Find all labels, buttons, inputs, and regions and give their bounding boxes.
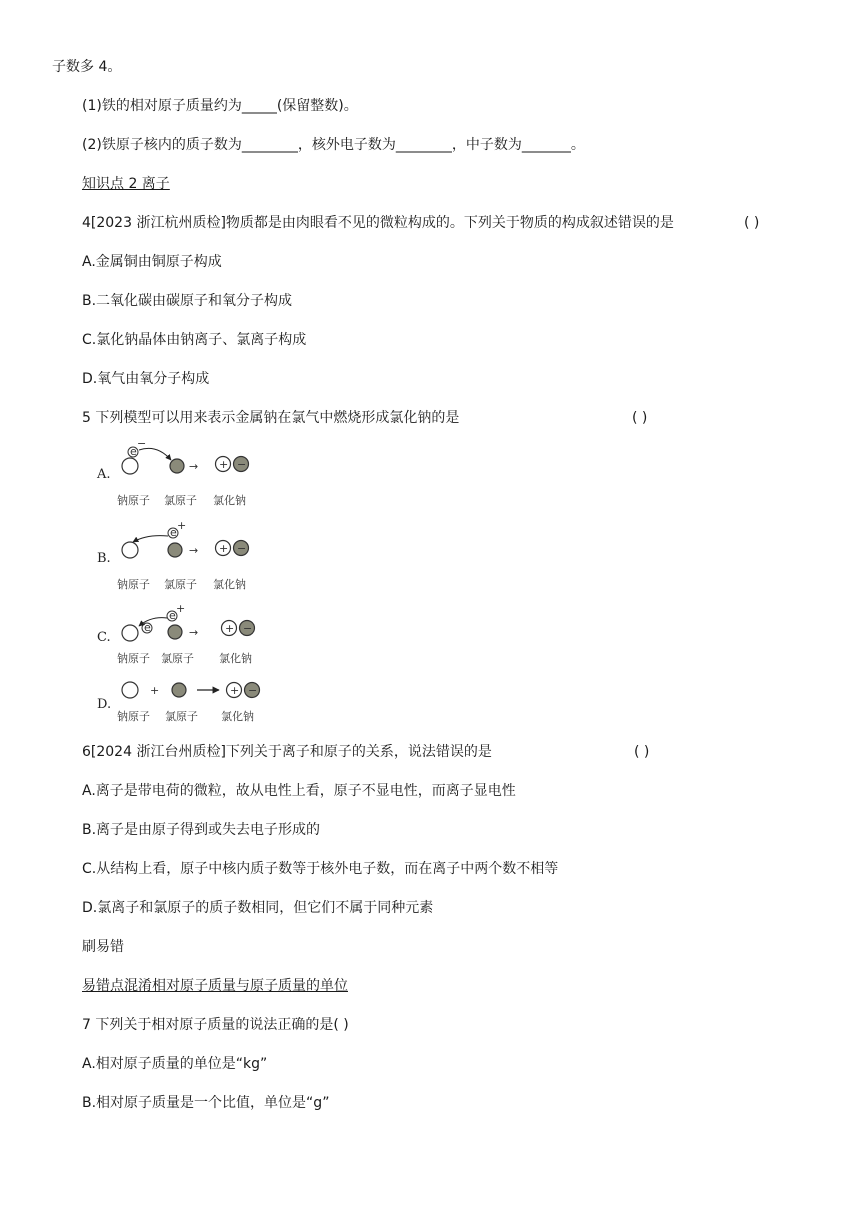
svg-text:+: +	[219, 542, 229, 555]
svg-text:+: +	[176, 602, 186, 615]
svg-text:+: +	[177, 519, 187, 532]
svg-text:氯原子: 氯原子	[164, 494, 197, 507]
svg-text:氯化钠: 氯化钠	[213, 494, 246, 507]
sodium-atom-icon	[122, 682, 138, 698]
question-4-option-b: B.二氧化碳由碳原子和氧分子构成	[82, 293, 293, 309]
svg-text:−: −	[243, 622, 253, 635]
svg-text:钠原子: 钠原子	[117, 652, 150, 665]
chlorine-atom-icon	[172, 683, 186, 697]
svg-text:+: +	[150, 684, 160, 697]
svg-text:钠原子: 钠原子	[117, 578, 150, 591]
question-4-option-c: C.氯化钠晶体由钠离子、氯离子构成	[82, 332, 307, 348]
diagram-option-a	[96, 440, 249, 507]
option-b-letter: B.	[97, 551, 111, 566]
question-4-option-d: D.氧气由氧分子构成	[82, 371, 210, 387]
option-d-letter: D.	[97, 697, 112, 712]
svg-text:钠原子: 钠原子	[117, 494, 150, 507]
question-3-part-2: (2)铁原子核内的质子数为________，核外电子数为________，中子数为_______。	[82, 137, 585, 153]
option-c-letter: C.	[97, 630, 111, 645]
svg-text:氯化钠: 氯化钠	[219, 652, 252, 665]
chlorine-atom-icon	[168, 543, 182, 557]
svg-text:e: e	[144, 621, 151, 634]
svg-text:e: e	[170, 526, 177, 539]
chlorine-atom-icon	[170, 459, 184, 473]
svg-text:氯原子: 氯原子	[165, 710, 198, 723]
question-4-stem: 4[2023 浙江杭州质检]物质都是由肉眼看不见的微粒构成的。下列关于物质的构成叙述错误的是	[82, 215, 674, 231]
question-6-answer-paren: ( )	[634, 744, 650, 760]
svg-text:+: +	[230, 684, 240, 697]
svg-text:−: −	[237, 542, 247, 555]
ion-formation-diagram	[95, 440, 295, 730]
svg-text:−: −	[137, 440, 147, 450]
svg-text:氯化钠: 氯化钠	[213, 578, 246, 591]
question-4-answer-paren: ( )	[744, 215, 760, 231]
electron-transfer-arrow	[139, 448, 171, 460]
sodium-atom-icon	[122, 458, 138, 474]
sodium-atom-icon	[122, 542, 138, 558]
question-6-option-c: C.从结构上看，原子中核内质子数等于核外电子数，而在离子中两个数不相等	[82, 861, 559, 877]
svg-text:氯化钠: 氯化钠	[221, 710, 254, 723]
question-6-stem: 6[2024 浙江台州质检]下列关于离子和原子的关系，说法错误的是	[82, 744, 492, 760]
sodium-atom-icon	[122, 625, 138, 641]
option-a-letter: A.	[97, 467, 111, 482]
svg-text:钠原子: 钠原子	[117, 710, 150, 723]
svg-text:→: →	[189, 460, 199, 473]
continued-text: 子数多 4。	[52, 59, 122, 75]
chlorine-atom-icon	[168, 625, 182, 639]
diagram-option-d	[97, 682, 260, 723]
diagram-option-b	[97, 519, 249, 591]
question-7-option-a: A.相对原子质量的单位是“kg”	[82, 1056, 268, 1072]
diagram-option-c	[97, 602, 255, 665]
question-7-option-b: B.相对原子质量是一个比值，单位是“g”	[82, 1095, 330, 1111]
section-heading-common-mistakes: 刷易错	[82, 939, 124, 955]
mistake-point-heading: 易错点混淆相对原子质量与原子质量的单位	[82, 978, 348, 994]
question-3-part-1: (1)铁的相对原子质量约为_____(保留整数)。	[82, 98, 358, 114]
electron-transfer-arrow	[133, 536, 168, 542]
svg-text:→: →	[189, 544, 199, 557]
question-4-option-a: A.金属铜由铜原子构成	[82, 254, 222, 270]
svg-text:氯原子: 氯原子	[164, 578, 197, 591]
question-6-option-a: A.离子是带电荷的微粒，故从电性上看，原子不显电性，而离子显电性	[82, 783, 516, 799]
question-5-stem: 5 下列模型可以用来表示金属钠在氯气中燃烧形成氯化钠的是	[82, 410, 460, 426]
svg-text:氯原子: 氯原子	[161, 652, 194, 665]
question-5-answer-paren: ( )	[632, 410, 648, 426]
question-6-option-b: B.离子是由原子得到或失去电子形成的	[82, 822, 321, 838]
svg-text:e: e	[130, 445, 137, 458]
section-heading-knowledge-2: 知识点 2 离子	[82, 176, 170, 192]
question-7-stem: 7 下列关于相对原子质量的说法正确的是( )	[82, 1017, 349, 1033]
svg-text:+: +	[219, 458, 229, 471]
svg-text:→: →	[189, 626, 199, 639]
question-6-option-d: D.氯离子和氯原子的质子数相同，但它们不属于同种元素	[82, 900, 434, 916]
svg-text:e: e	[169, 609, 176, 622]
svg-text:−: −	[248, 684, 258, 697]
svg-text:+: +	[225, 622, 235, 635]
svg-text:−: −	[237, 458, 247, 471]
